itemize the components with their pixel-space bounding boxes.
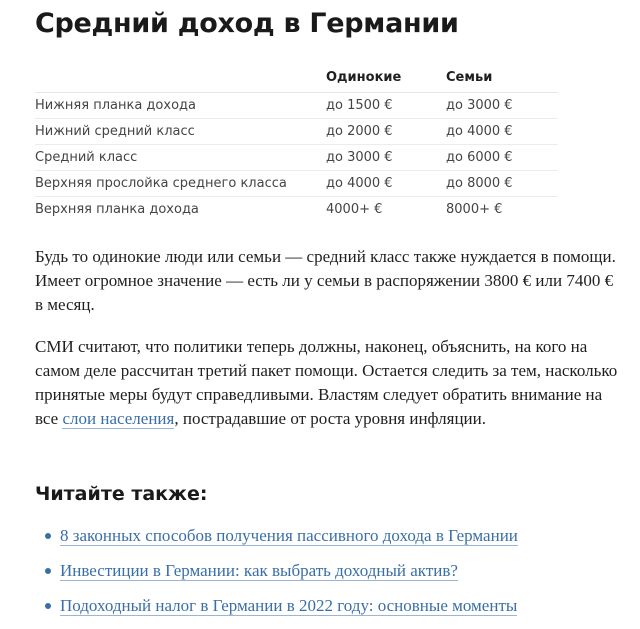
read-also-list xyxy=(45,524,625,629)
read-also-link-income-tax[interactable]: Подоходный налог в Германии в 2022 году: основные моменты xyxy=(60,596,518,615)
table-row xyxy=(35,145,558,171)
read-also-link-passive-income[interactable]: 8 законных способов получения пассивного дохода в Германии xyxy=(60,526,518,545)
paragraph-media-text-end: , пострадавшие от роста уровня инфляции. xyxy=(174,409,486,428)
bullet-icon xyxy=(45,568,51,574)
table-cell-singles: до 1500 € xyxy=(326,93,446,119)
paragraph-media-text: СМИ считают, что политики теперь должны, наконец, объяснить, на кого на самом деле рассчитан третий пакет помощи. Остается следить за тем, насколько принятые меры будут справедливыми. Властям следует обратить внимание на все xyxy=(35,337,618,428)
table-cell-families: 8000+ € xyxy=(446,202,503,217)
table-cell-singles: до 3000 € xyxy=(326,145,446,171)
paragraph-middle-class: Будь то одинокие люди или семьи — средний класс также нуждается в помощи. Имеет огромное значение — есть ли у семьи в распоряжении 3800 € или 7400 € в месяц. xyxy=(35,247,616,314)
read-also-title: Читайте также: xyxy=(35,483,208,505)
table-cell-singles: до 2000 € xyxy=(326,119,446,145)
list-item xyxy=(45,524,625,559)
table-header-singles: Одинокие xyxy=(326,62,446,93)
list-item xyxy=(45,559,625,594)
table-header-families: Семьи xyxy=(446,62,558,93)
table-cell-category: Средний класс xyxy=(35,145,326,171)
table-row xyxy=(35,93,558,119)
table-cell-category: Нижний средний класс xyxy=(35,119,326,145)
list-item xyxy=(45,594,625,629)
table-cell-category: Нижняя планка дохода xyxy=(35,93,326,119)
table-cell-category: Верхняя планка дохода xyxy=(35,202,199,217)
table-cell-singles: до 4000 € xyxy=(326,171,446,197)
bullet-icon xyxy=(45,533,51,539)
page-title: Средний доход в Германии xyxy=(35,8,459,39)
table-header-category xyxy=(35,62,326,93)
population-layers-link[interactable]: слои населения xyxy=(62,409,175,428)
read-also-link-investments[interactable]: Инвестиции в Германии: как выбрать доходный актив? xyxy=(60,561,458,580)
table-row xyxy=(35,171,558,197)
table-header-row xyxy=(35,62,558,93)
table-row xyxy=(35,197,558,223)
table-row xyxy=(35,119,558,145)
paragraph-media xyxy=(35,335,625,431)
table-cell-families: до 8000 € xyxy=(446,171,558,197)
table-cell-families: до 6000 € xyxy=(446,145,558,171)
bullet-icon xyxy=(45,603,51,609)
table-cell-singles: 4000+ € xyxy=(326,202,383,217)
income-table xyxy=(35,62,558,222)
table-cell-families: до 4000 € xyxy=(446,119,558,145)
table-cell-families: до 3000 € xyxy=(446,93,558,119)
table-cell-category: Верхняя прослойка среднего класса xyxy=(35,171,326,197)
